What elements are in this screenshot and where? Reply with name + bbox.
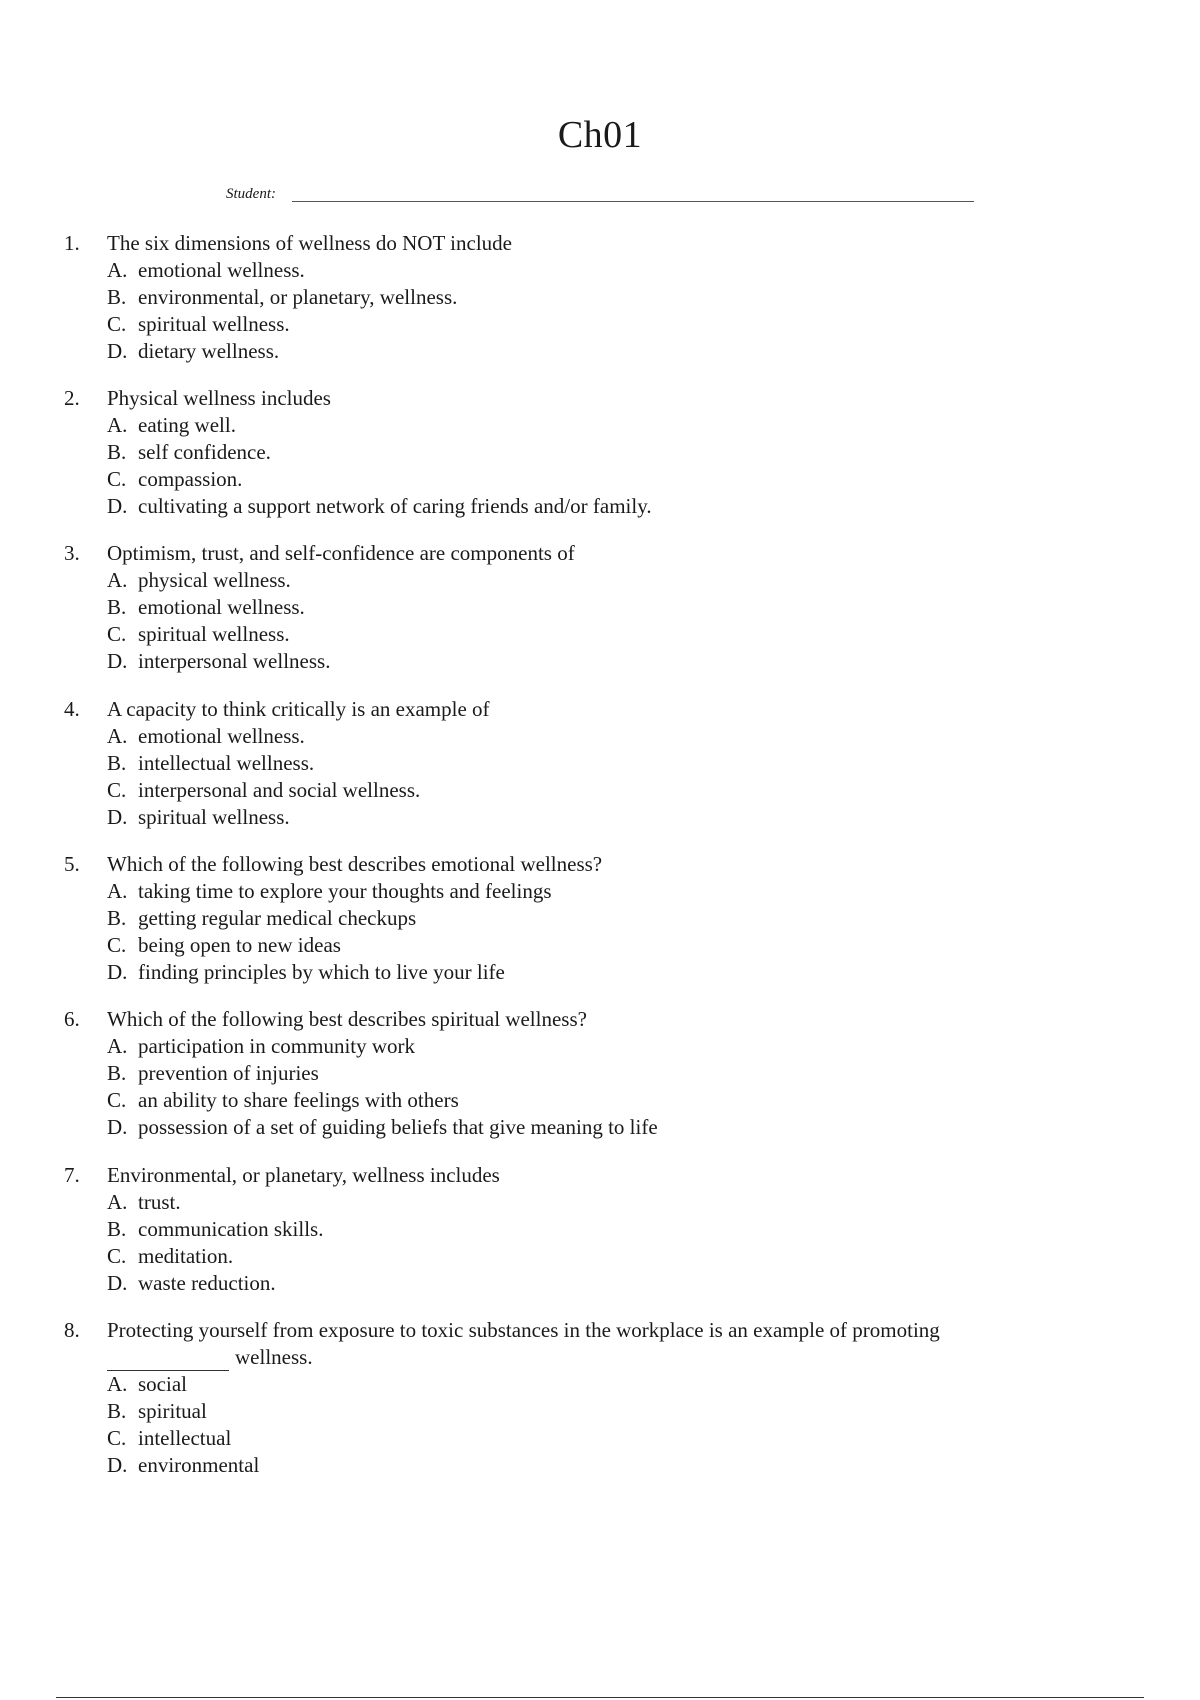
option-letter: C. (107, 622, 127, 646)
option-text: communication skills. (138, 1217, 324, 1241)
option-letter: C. (107, 1426, 127, 1450)
question-1 (64, 230, 1104, 365)
option-text: spiritual wellness. (138, 805, 290, 829)
question-stem: A capacity to think critically is an example of (107, 697, 490, 721)
option-text: waste reduction. (138, 1271, 276, 1295)
option-text: interpersonal and social wellness. (138, 778, 421, 802)
option-list (107, 1189, 1104, 1297)
option-a[interactable] (107, 723, 1104, 750)
option-text: intellectual (138, 1426, 232, 1450)
option-letter: B. (107, 1217, 127, 1241)
option-a[interactable] (107, 1371, 1104, 1398)
question-stem: Physical wellness includes (107, 386, 331, 410)
option-letter: D. (107, 494, 128, 518)
option-list (107, 567, 1104, 675)
option-c[interactable] (107, 777, 1104, 804)
question-stem: Which of the following best describes spiritual wellness? (107, 1007, 587, 1031)
option-text: spiritual wellness. (138, 312, 290, 336)
option-text: environmental (138, 1453, 260, 1477)
option-text: social (138, 1372, 187, 1396)
option-text: trust. (138, 1190, 181, 1214)
option-letter: C. (107, 1244, 127, 1268)
option-text: emotional wellness. (138, 595, 305, 619)
option-letter: B. (107, 595, 127, 619)
option-b[interactable] (107, 1398, 1104, 1425)
student-label: Student: (226, 186, 276, 202)
option-letter: B. (107, 1061, 127, 1085)
option-list (107, 1371, 1104, 1479)
option-text: compassion. (138, 467, 243, 491)
option-list (107, 878, 1104, 986)
option-c[interactable] (107, 1425, 1104, 1452)
option-c[interactable] (107, 466, 1104, 493)
option-letter: D. (107, 960, 128, 984)
question-number: 8. (64, 1318, 80, 1342)
option-letter: D. (107, 1115, 128, 1139)
option-letter: A. (107, 879, 128, 903)
option-d[interactable] (107, 1114, 1104, 1141)
option-a[interactable] (107, 412, 1104, 439)
option-text: emotional wellness. (138, 258, 305, 282)
option-text: spiritual wellness. (138, 622, 290, 646)
option-letter: C. (107, 778, 127, 802)
option-letter: A. (107, 1190, 128, 1214)
question-number: 3. (64, 541, 80, 565)
question-stem: Optimism, trust, and self-confidence are components of (107, 541, 575, 565)
page-bottom-rule (56, 1697, 1144, 1698)
option-b[interactable] (107, 594, 1104, 621)
student-name-line[interactable] (292, 201, 974, 202)
question-stem: Protecting yourself from exposure to toxic substances in the workplace is an example of promoting (107, 1318, 940, 1342)
question-3 (64, 540, 1104, 675)
question-stem-tail: wellness. (235, 1345, 313, 1369)
option-letter: B. (107, 440, 127, 464)
option-text: spiritual (138, 1399, 207, 1423)
option-letter: C. (107, 1088, 127, 1112)
option-list (107, 257, 1104, 365)
question-number: 1. (64, 231, 80, 255)
option-list (107, 1033, 1104, 1141)
option-letter: A. (107, 568, 128, 592)
option-a[interactable] (107, 1189, 1104, 1216)
option-letter: D. (107, 339, 128, 363)
option-b[interactable] (107, 284, 1104, 311)
option-text: intellectual wellness. (138, 751, 315, 775)
option-letter: D. (107, 1271, 128, 1295)
option-list (107, 723, 1104, 831)
option-letter: B. (107, 751, 127, 775)
option-d[interactable] (107, 1452, 1104, 1479)
option-d[interactable] (107, 338, 1104, 365)
option-text: prevention of injuries (138, 1061, 319, 1085)
option-c[interactable] (107, 1243, 1104, 1270)
option-a[interactable] (107, 878, 1104, 905)
option-d[interactable] (107, 959, 1104, 986)
option-letter: C. (107, 933, 127, 957)
option-text: interpersonal wellness. (138, 649, 331, 673)
option-list (107, 412, 1104, 520)
option-c[interactable] (107, 1087, 1104, 1114)
question-7 (64, 1162, 1104, 1297)
option-d[interactable] (107, 493, 1104, 520)
option-text: eating well. (138, 413, 236, 437)
option-letter: C. (107, 467, 127, 491)
option-text: meditation. (138, 1244, 234, 1268)
option-b[interactable] (107, 1060, 1104, 1087)
page-title: Ch01 (557, 114, 643, 156)
option-text: emotional wellness. (138, 724, 305, 748)
option-letter: A. (107, 724, 128, 748)
option-a[interactable] (107, 1033, 1104, 1060)
option-a[interactable] (107, 567, 1104, 594)
question-number: 5. (64, 852, 80, 876)
option-a[interactable] (107, 257, 1104, 284)
option-letter: B. (107, 906, 127, 930)
option-letter: D. (107, 649, 128, 673)
option-text: cultivating a support network of caring friends and/or family. (138, 494, 652, 518)
option-c[interactable] (107, 311, 1104, 338)
option-text: getting regular medical checkups (138, 906, 417, 930)
answer-blank[interactable] (107, 1350, 229, 1371)
option-letter: B. (107, 285, 127, 309)
question-stem-continuation (107, 1344, 1104, 1371)
option-c[interactable] (107, 621, 1104, 648)
option-letter: A. (107, 1372, 128, 1396)
question-4 (64, 696, 1104, 831)
question-2 (64, 385, 1104, 520)
option-text: taking time to explore your thoughts and feelings (138, 879, 552, 903)
option-letter: A. (107, 1034, 128, 1058)
option-text: physical wellness. (138, 568, 291, 592)
student-field (226, 184, 974, 208)
option-d[interactable] (107, 648, 1104, 675)
option-letter: A. (107, 413, 128, 437)
option-text: an ability to share feelings with others (138, 1088, 459, 1112)
option-text: participation in community work (138, 1034, 416, 1058)
option-text: environmental, or planetary, wellness. (138, 285, 458, 309)
option-d[interactable] (107, 1270, 1104, 1297)
question-number: 4. (64, 697, 80, 721)
option-letter: C. (107, 312, 127, 336)
option-letter: B. (107, 1399, 127, 1423)
question-number: 6. (64, 1007, 80, 1031)
option-text: being open to new ideas (138, 933, 341, 957)
question-stem: Which of the following best describes emotional wellness? (107, 852, 603, 876)
option-letter: D. (107, 1453, 128, 1477)
question-stem: Environmental, or planetary, wellness includes (107, 1163, 500, 1187)
option-b[interactable] (107, 750, 1104, 777)
option-text: finding principles by which to live your life (138, 960, 505, 984)
option-letter: D. (107, 805, 128, 829)
question-number: 7. (64, 1163, 80, 1187)
option-c[interactable] (107, 932, 1104, 959)
option-letter: A. (107, 258, 128, 282)
option-text: dietary wellness. (138, 339, 280, 363)
option-b[interactable] (107, 439, 1104, 466)
option-text: self confidence. (138, 440, 271, 464)
question-8 (64, 1317, 1104, 1479)
option-b[interactable] (107, 1216, 1104, 1243)
option-text: possession of a set of guiding beliefs that give meaning to life (138, 1115, 658, 1139)
question-stem: The six dimensions of wellness do NOT include (107, 231, 512, 255)
option-d[interactable] (107, 804, 1104, 831)
question-number: 2. (64, 386, 80, 410)
option-b[interactable] (107, 905, 1104, 932)
question-5 (64, 851, 1104, 986)
question-6 (64, 1006, 1104, 1141)
